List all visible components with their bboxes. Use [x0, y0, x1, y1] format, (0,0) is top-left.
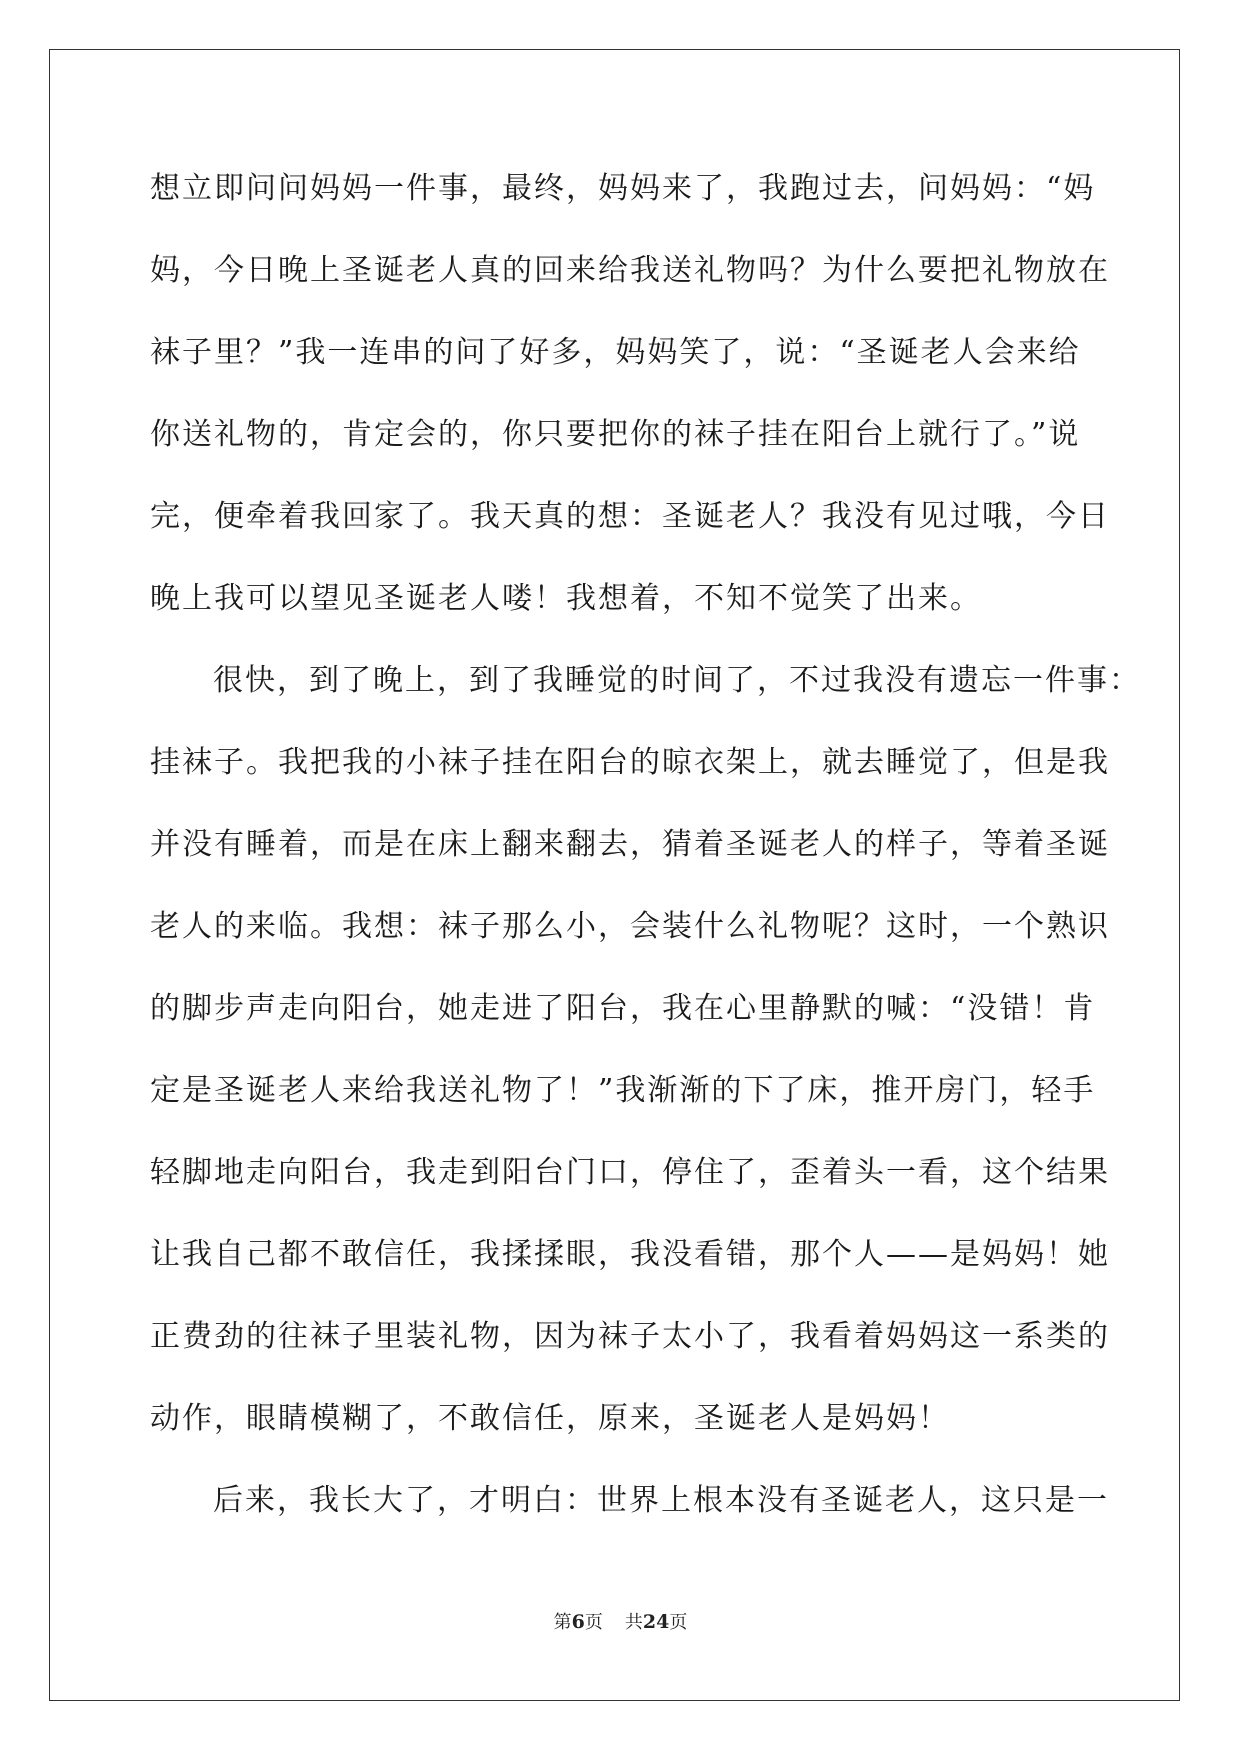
- text-line: 正费劲的往袜子里装礼物，因为袜子太小了，我看着妈妈这一系类的: [150, 1319, 1110, 1354]
- text-line: 想立即问问妈妈一件事，最终，妈妈来了，我跑过去，问妈妈：“妈: [150, 171, 1096, 206]
- footer-prefix: 第: [553, 1612, 572, 1633]
- text-line: 并没有睡着，而是在床上翻来翻去，猜着圣诞老人的样子，等着圣诞: [150, 827, 1110, 862]
- text-line: 后来，我长大了，才明白：世界上根本没有圣诞老人，这只是一: [213, 1483, 1109, 1518]
- text-line: 晚上我可以望见圣诞老人喽！我想着，不知不觉笑了出来。: [150, 581, 982, 616]
- text-line: 完，便牵着我回家了。我天真的想：圣诞老人？我没有见过哦，今日: [150, 499, 1110, 534]
- text-line: 很快，到了晚上，到了我睡觉的时间了，不过我没有遗忘一件事：: [213, 663, 1141, 698]
- text-line: 老人的来临。我想：袜子那么小，会装什么礼物呢？这时，一个熟识: [150, 909, 1110, 944]
- footer-page-suffix: 页: [584, 1612, 603, 1633]
- text-line: 让我自己都不敢信任，我揉揉眼，我没看错，那个人——是妈妈！她: [150, 1237, 1110, 1272]
- total-page-count: 24: [642, 1611, 670, 1633]
- text-line: 挂袜子。我把我的小袜子挂在阳台的晾衣架上，就去睡觉了，但是我: [150, 745, 1110, 780]
- current-page-number: 6: [571, 1611, 585, 1633]
- text-line: 轻脚地走向阳台，我走到阳台门口，停住了，歪着头一看，这个结果: [150, 1155, 1110, 1190]
- text-line: 定是圣诞老人来给我送礼物了！”我渐渐的下了床，推开房门，轻手: [150, 1073, 1096, 1108]
- page-footer: [0, 1608, 1241, 1634]
- text-line: 的脚步声走向阳台，她走进了阳台，我在心里静默的喊：“没错！肯: [150, 991, 1096, 1026]
- text-line: 袜子里？”我一连串的问了好多，妈妈笑了，说：“圣诞老人会来给: [150, 335, 1081, 370]
- text-line: 妈，今日晚上圣诞老人真的回来给我送礼物吗？为什么要把礼物放在: [150, 253, 1110, 288]
- footer-total-suffix: 页: [669, 1612, 688, 1633]
- footer-total-prefix: 共: [624, 1612, 643, 1633]
- text-line: 动作，眼睛模糊了，不敢信任，原来，圣诞老人是妈妈！: [150, 1401, 950, 1436]
- document-body: [150, 160, 1141, 1554]
- text-line: 你送礼物的，肯定会的，你只要把你的袜子挂在阳台上就行了。”说: [150, 417, 1081, 452]
